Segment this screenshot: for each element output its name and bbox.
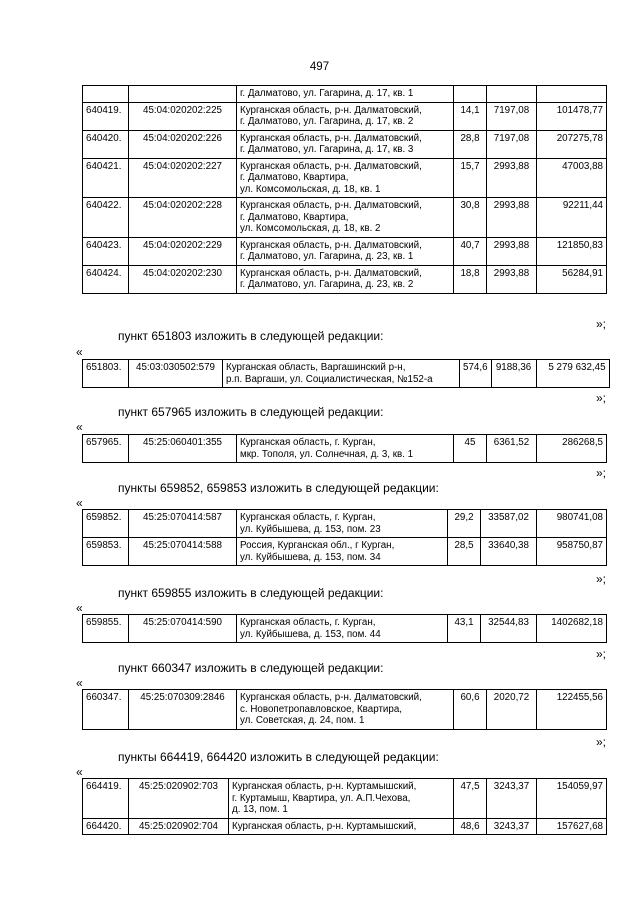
address-cell — [237, 237, 454, 265]
registry-table-664419 — [82, 778, 607, 835]
cadastral-value-cell: 958750,87 — [537, 538, 607, 566]
closing-quote: »; — [596, 391, 607, 405]
area-cell: 43,1 — [448, 615, 481, 643]
instruction-text: пункт 660347 изложить в следующей редакции: — [118, 661, 384, 675]
table-row — [83, 158, 607, 198]
table-row — [83, 86, 607, 103]
cadastral-number-cell: 45:25:070414:588 — [129, 538, 237, 566]
cadastral-number-cell — [129, 86, 237, 103]
instruction-text: пункт 659855 изложить в следующей редакции: — [118, 586, 384, 600]
area-cell: 45 — [454, 435, 487, 463]
address-line: ул. Комсомольская, д. 18, кв. 2 — [240, 223, 381, 234]
cadastral-number-cell: 45:25:070414:590 — [129, 615, 237, 643]
address-line: г. Далматово, ул. Гагарина, д. 17, кв. 3 — [240, 144, 414, 155]
cadastral-value-cell: 207275,78 — [537, 130, 607, 158]
address-cell — [237, 265, 454, 293]
registry-table-top — [82, 85, 607, 294]
item-number-cell: 651803. — [83, 360, 129, 388]
address-cell — [237, 102, 454, 130]
address-cell — [237, 130, 454, 158]
item-number-cell: 659855. — [83, 615, 129, 643]
address-line: р.п. Варгаши, ул. Социалистическая, №152-а — [226, 373, 433, 385]
cadastral-number-cell: 45:04:020202:229 — [129, 237, 237, 265]
address-line: ул. Куйбышева, д. 153, пом. 44 — [240, 628, 381, 640]
instruction-text: пункты 664419, 664420 изложить в следующей редакции: — [118, 750, 439, 764]
item-number-cell: 640423. — [83, 237, 129, 265]
area-cell: 28,8 — [454, 130, 487, 158]
cadastral-value-cell: 154059,97 — [537, 779, 607, 819]
unit-price-cell: 33640,38 — [481, 538, 537, 566]
table-row — [83, 615, 607, 643]
table-row — [83, 510, 607, 538]
table-row — [83, 360, 610, 388]
opening-quote: « — [76, 496, 83, 510]
opening-quote: « — [76, 420, 83, 434]
registry-table-660347 — [82, 689, 607, 730]
item-number-cell: 640420. — [83, 130, 129, 158]
address-cell — [237, 510, 448, 538]
item-number-cell: 640419. — [83, 102, 129, 130]
unit-price-cell: 7197,08 — [487, 102, 537, 130]
unit-price-cell: 2020,72 — [487, 690, 537, 730]
area-cell: 15,7 — [454, 158, 487, 198]
address-line: мкр. Тополя, ул. Солнечная, д. 3, кв. 1 — [240, 448, 414, 460]
closing-quote: »; — [596, 735, 607, 749]
cadastral-value-cell: 980741,08 — [537, 510, 607, 538]
instruction-text: пункт 651803 изложить в следующей редакции: — [118, 329, 384, 343]
opening-quote: « — [76, 345, 83, 359]
table-row — [83, 818, 607, 835]
address-line: Курганская область, г. Курган, — [240, 617, 376, 628]
address-line: г. Далматово, ул. Гагарина, д. 17, кв. 1 — [240, 88, 414, 99]
opening-quote: « — [76, 765, 83, 779]
address-cell — [229, 779, 454, 819]
address-line: ул. Комсомольская, д. 18, кв. 1 — [240, 183, 381, 195]
item-number-cell: 664420. — [83, 818, 129, 835]
cadastral-number-cell: 45:25:020902:703 — [129, 779, 229, 819]
page-number: 497 — [309, 61, 330, 73]
unit-price-cell: 2993,88 — [487, 198, 537, 238]
table-row — [83, 690, 607, 730]
area-cell: 29,2 — [448, 510, 481, 538]
address-line: Курганская область, р-н. Далматовский, — [240, 239, 422, 251]
unit-price-cell: 3243,37 — [487, 818, 537, 835]
address-line: г. Далматово, ул. Гагарина, д. 17, кв. 2 — [240, 116, 414, 127]
address-line: Курганская область, р-н. Куртамышский, — [232, 820, 417, 832]
address-line: Курганская область, Варгашинский р-н, — [226, 362, 406, 373]
address-line: Курганская область, р-н. Далматовский, — [240, 267, 422, 279]
area-cell — [454, 86, 487, 103]
address-line: г. Далматово, Квартира, — [240, 211, 349, 223]
cadastral-number-cell: 45:03:030502:579 — [129, 360, 223, 388]
address-line: Курганская область, г. Курган, — [240, 512, 376, 523]
cadastral-value-cell — [537, 86, 607, 103]
unit-price-cell: 9188,36 — [491, 360, 536, 388]
registry-table-657965 — [82, 434, 607, 463]
address-cell — [237, 158, 454, 198]
unit-price-cell: 32544,83 — [481, 615, 537, 643]
cadastral-value-cell: 157627,68 — [537, 818, 607, 835]
address-cell — [237, 615, 448, 643]
cadastral-value-cell: 92211,44 — [537, 198, 607, 238]
address-line: с. Новопетропавловское, Квартира, — [240, 703, 403, 715]
address-line: г. Куртамыш, Квартира, ул. А.П.Чехова, — [232, 792, 411, 804]
opening-quote: « — [76, 676, 83, 690]
item-number-cell — [83, 86, 129, 103]
cadastral-number-cell: 45:04:020202:227 — [129, 158, 237, 198]
cadastral-value-cell: 47003,88 — [537, 158, 607, 198]
area-cell: 47,5 — [454, 779, 487, 819]
unit-price-cell: 3243,37 — [487, 779, 537, 819]
address-cell — [237, 86, 454, 103]
table-row — [83, 779, 607, 819]
area-cell: 14,1 — [454, 102, 487, 130]
table-row — [83, 198, 607, 238]
cadastral-number-cell: 45:04:020202:230 — [129, 265, 237, 293]
unit-price-cell — [487, 86, 537, 103]
area-cell: 40,7 — [454, 237, 487, 265]
unit-price-cell: 33587,02 — [481, 510, 537, 538]
address-line: Курганская область, р-н. Куртамышский, — [232, 781, 417, 792]
item-number-cell: 664419. — [83, 779, 129, 819]
address-cell — [237, 435, 454, 463]
cadastral-value-cell: 122455,56 — [537, 690, 607, 730]
address-cell — [223, 360, 460, 388]
table-row — [83, 435, 607, 463]
unit-price-cell: 2993,88 — [487, 265, 537, 293]
address-line: Курганская область, р-н. Далматовский, — [240, 200, 422, 211]
address-line: Россия, Курганская обл., г Курган, — [240, 540, 395, 551]
cadastral-value-cell: 56284,91 — [537, 265, 607, 293]
item-number-cell: 659852. — [83, 510, 129, 538]
cadastral-value-cell: 121850,83 — [537, 237, 607, 265]
cadastral-number-cell: 45:25:020902:704 — [129, 818, 229, 835]
area-cell: 60,6 — [454, 690, 487, 730]
closing-quote: »; — [596, 466, 607, 480]
registry-table-651803 — [82, 359, 610, 388]
unit-price-cell: 7197,08 — [487, 130, 537, 158]
table-row — [83, 102, 607, 130]
cadastral-number-cell: 45:25:070309:2846 — [129, 690, 237, 730]
cadastral-number-cell: 45:04:020202:228 — [129, 198, 237, 238]
unit-price-cell: 6361,52 — [487, 435, 537, 463]
address-line: ул. Советская, д. 24, пом. 1 — [240, 715, 365, 726]
address-line: г. Далматово, ул. Гагарина, д. 23, кв. 2 — [240, 279, 414, 290]
cadastral-number-cell: 45:25:070414:587 — [129, 510, 237, 538]
address-line: г. Далматово, ул. Гагарина, д. 23, кв. 1 — [240, 251, 414, 262]
cadastral-value-cell: 286268,5 — [537, 435, 607, 463]
address-line: ул. Куйбышева, д. 153, пом. 34 — [240, 551, 381, 563]
area-cell: 48,6 — [454, 818, 487, 835]
instruction-text: пункты 659852, 659853 изложить в следующей редакции: — [118, 481, 439, 495]
address-cell — [237, 198, 454, 238]
area-cell: 18,8 — [454, 265, 487, 293]
table-row — [83, 265, 607, 293]
item-number-cell: 640424. — [83, 265, 129, 293]
address-cell — [237, 538, 448, 566]
cadastral-value-cell: 5 279 632,45 — [536, 360, 609, 388]
table-row — [83, 538, 607, 566]
area-cell: 574,6 — [460, 360, 492, 388]
address-line: ул. Куйбышева, д. 153, пом. 23 — [240, 523, 381, 535]
address-cell — [229, 818, 454, 835]
address-cell — [237, 690, 454, 730]
address-line: Курганская область, р-н. Далматовский, — [240, 104, 422, 116]
registry-table-659855 — [82, 614, 607, 643]
item-number-cell: 659853. — [83, 538, 129, 566]
address-line: Курганская область, р-н. Далматовский, — [240, 692, 422, 703]
address-line: д. 13, пом. 1 — [232, 804, 288, 815]
table-row — [83, 237, 607, 265]
address-line: г. Далматово, Квартира, — [240, 172, 349, 183]
opening-quote: « — [76, 601, 83, 615]
table-row — [83, 130, 607, 158]
registry-table-659852 — [82, 509, 607, 566]
unit-price-cell: 2993,88 — [487, 158, 537, 198]
cadastral-number-cell: 45:04:020202:225 — [129, 102, 237, 130]
item-number-cell: 657965. — [83, 435, 129, 463]
address-line: Курганская область, р-н. Далматовский, — [240, 132, 422, 144]
area-cell: 30,8 — [454, 198, 487, 238]
address-line: Курганская область, г. Курган, — [240, 437, 376, 448]
cadastral-value-cell: 1402682,18 — [537, 615, 607, 643]
instruction-text: пункт 657965 изложить в следующей редакции: — [118, 405, 384, 419]
item-number-cell: 660347. — [83, 690, 129, 730]
cadastral-number-cell: 45:25:060401:355 — [129, 435, 237, 463]
item-number-cell: 640422. — [83, 198, 129, 238]
address-line: Курганская область, р-н. Далматовский, — [240, 160, 422, 172]
cadastral-number-cell: 45:04:020202:226 — [129, 130, 237, 158]
unit-price-cell: 2993,88 — [487, 237, 537, 265]
item-number-cell: 640421. — [83, 158, 129, 198]
closing-quote: »; — [596, 317, 607, 331]
area-cell: 28,5 — [448, 538, 481, 566]
cadastral-value-cell: 101478,77 — [537, 102, 607, 130]
closing-quote: »; — [596, 572, 607, 586]
closing-quote: »; — [596, 647, 607, 661]
